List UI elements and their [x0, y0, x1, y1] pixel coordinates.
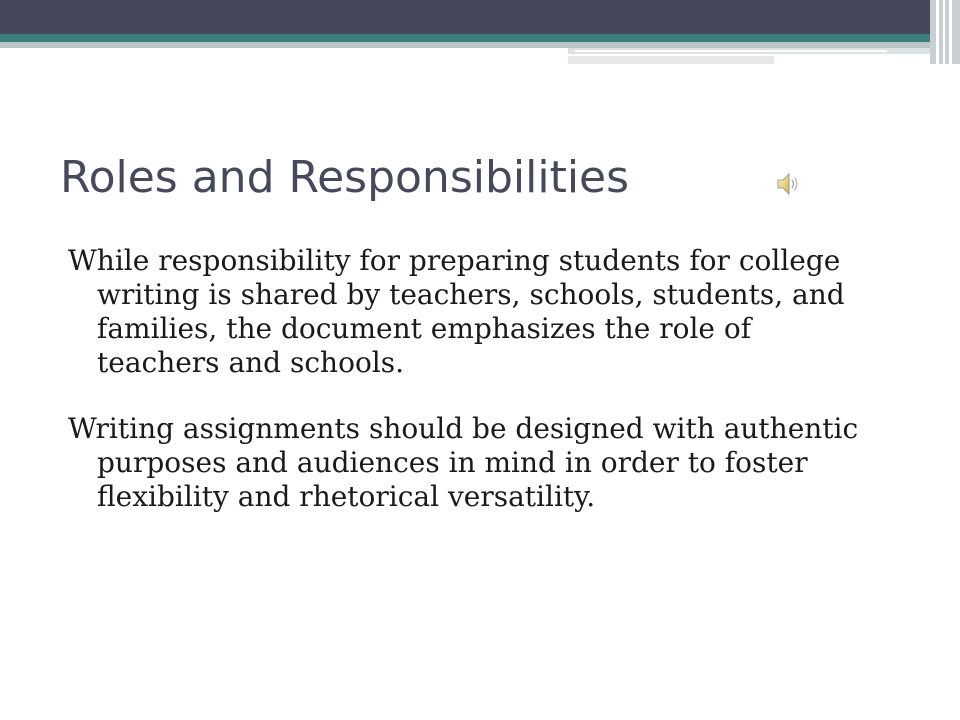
paragraph: While responsibility for preparing students for college writing is shared by teachers, schools, students, and families, the document emphasizes the role of teachers and schools.	[68, 244, 845, 379]
corner-stripe	[936, 0, 939, 64]
slide-title: Roles and Responsibilities	[60, 152, 630, 203]
speaker-icon[interactable]	[776, 171, 802, 197]
slide-body	[68, 244, 868, 546]
corner-stripe	[943, 0, 945, 64]
header-band-dark	[0, 0, 960, 34]
header-band-light-lower	[568, 56, 774, 64]
header-corner-block	[930, 0, 960, 64]
corner-stripe	[949, 0, 952, 64]
header-highlight-line	[575, 50, 887, 52]
header-band-teal	[0, 34, 960, 42]
paragraph: Writing assignments should be designed with authentic purposes and audiences in mind in order to foster flexibility and rhetorical versatility.	[68, 412, 859, 513]
